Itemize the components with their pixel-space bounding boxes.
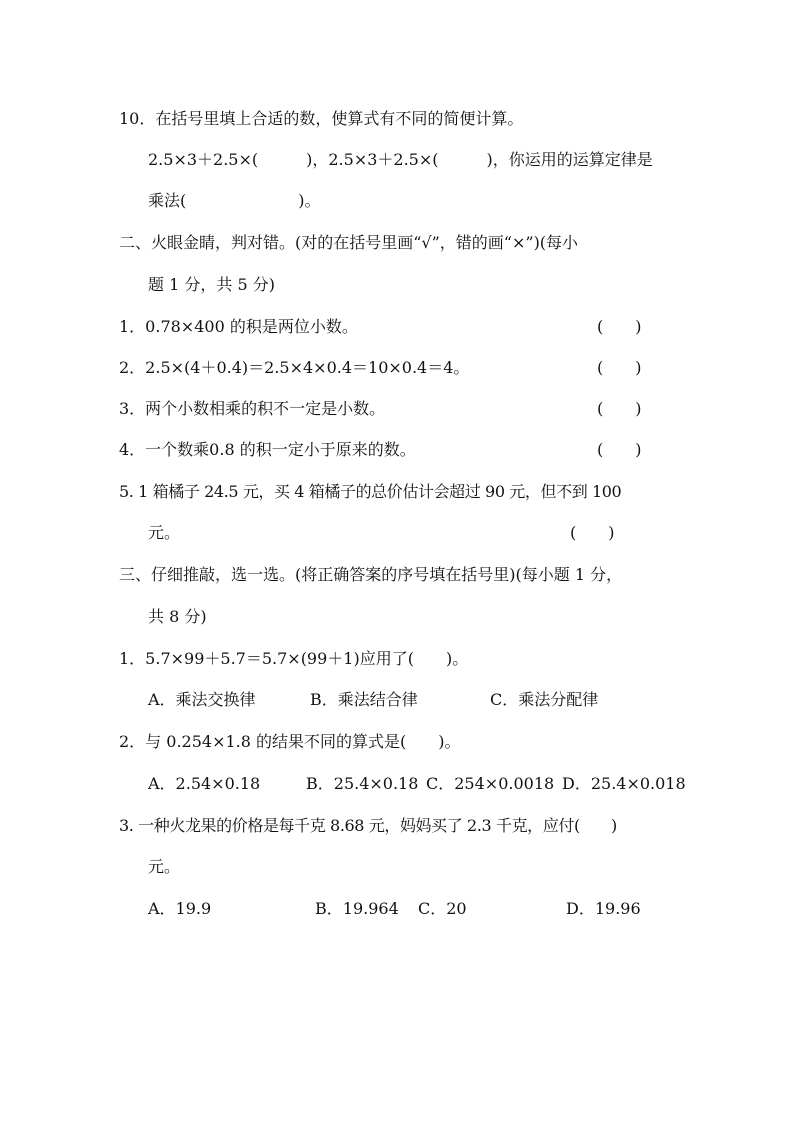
section2-heading: 二、火眼金睛，判对错。(对的在括号里画“√”，错的画“×”)(每小	[119, 233, 579, 252]
q10-line3: 乘法( )。	[148, 191, 321, 210]
tf-item-5: 5. 1 箱橘子 24.5 元，买 4 箱橘子的总价估计会超过 90 元，但不到 100	[119, 482, 622, 501]
section3-heading: 三、仔细推敲，选一选。(将正确答案的序号填在括号里)(每小题 1 分，	[119, 565, 623, 584]
tf-item-4: 4．一个数乘0.8 的积一定小于原来的数。	[119, 440, 416, 459]
mc-q3-option-d[interactable]: D．19.96	[566, 899, 641, 918]
mc-q3-stem: 3. 一种火龙果的价格是每千克 8.68 元，妈妈买了 2.3 千克，应付( )	[119, 816, 617, 835]
tf-item-3: 3．两个小数相乘的积不一定是小数。	[119, 399, 386, 418]
mc-q2-option-b[interactable]: B．25.4×0.18	[306, 774, 419, 793]
section2-heading-cont: 题 1 分，共 5 分)	[148, 275, 275, 294]
mc-q3-option-c[interactable]: C．20	[418, 899, 467, 918]
tf-item-2: 2．2.5×(4＋0.4)＝2.5×4×0.4＝10×0.4＝4。	[119, 358, 470, 377]
mc-q1-option-a[interactable]: A．乘法交换律	[148, 690, 256, 709]
section3-heading-cont: 共 8 分)	[148, 607, 207, 626]
mc-q2-option-c[interactable]: C．254×0.0018	[426, 774, 555, 793]
mc-q1-option-c[interactable]: C．乘法分配律	[490, 690, 599, 709]
tf-item-5-cont: 元。	[148, 523, 181, 542]
mc-q2-stem: 2．与 0.254×1.8 的结果不同的算式是( )。	[119, 732, 461, 751]
tf-answer-paren-5[interactable]: ( )	[570, 523, 615, 542]
mc-q1-option-b[interactable]: B．乘法结合律	[310, 690, 418, 709]
tf-item-1: 1．0.78×400 的积是两位小数。	[119, 317, 358, 336]
mc-q3-stem-cont: 元。	[148, 857, 181, 876]
mc-q2-option-d[interactable]: D．25.4×0.018	[562, 774, 686, 793]
mc-q2-option-a[interactable]: A．2.54×0.18	[148, 774, 261, 793]
tf-answer-paren-1[interactable]: ( )	[597, 317, 642, 336]
tf-answer-paren-2[interactable]: ( )	[597, 358, 642, 377]
tf-answer-paren-4[interactable]: ( )	[597, 440, 642, 459]
tf-answer-paren-3[interactable]: ( )	[597, 399, 642, 418]
mc-q1-stem: 1．5.7×99＋5.7＝5.7×(99＋1)应用了( )。	[119, 649, 469, 668]
mc-q3-option-b[interactable]: B．19.964	[315, 899, 399, 918]
q10-title: 10．在括号里填上合适的数，使算式有不同的简便计算。	[119, 109, 524, 128]
q10-line2: 2.5×3＋2.5×( )，2.5×3＋2.5×( )，你运用的运算定律是	[148, 150, 653, 169]
mc-q3-option-a[interactable]: A．19.9	[148, 899, 212, 918]
